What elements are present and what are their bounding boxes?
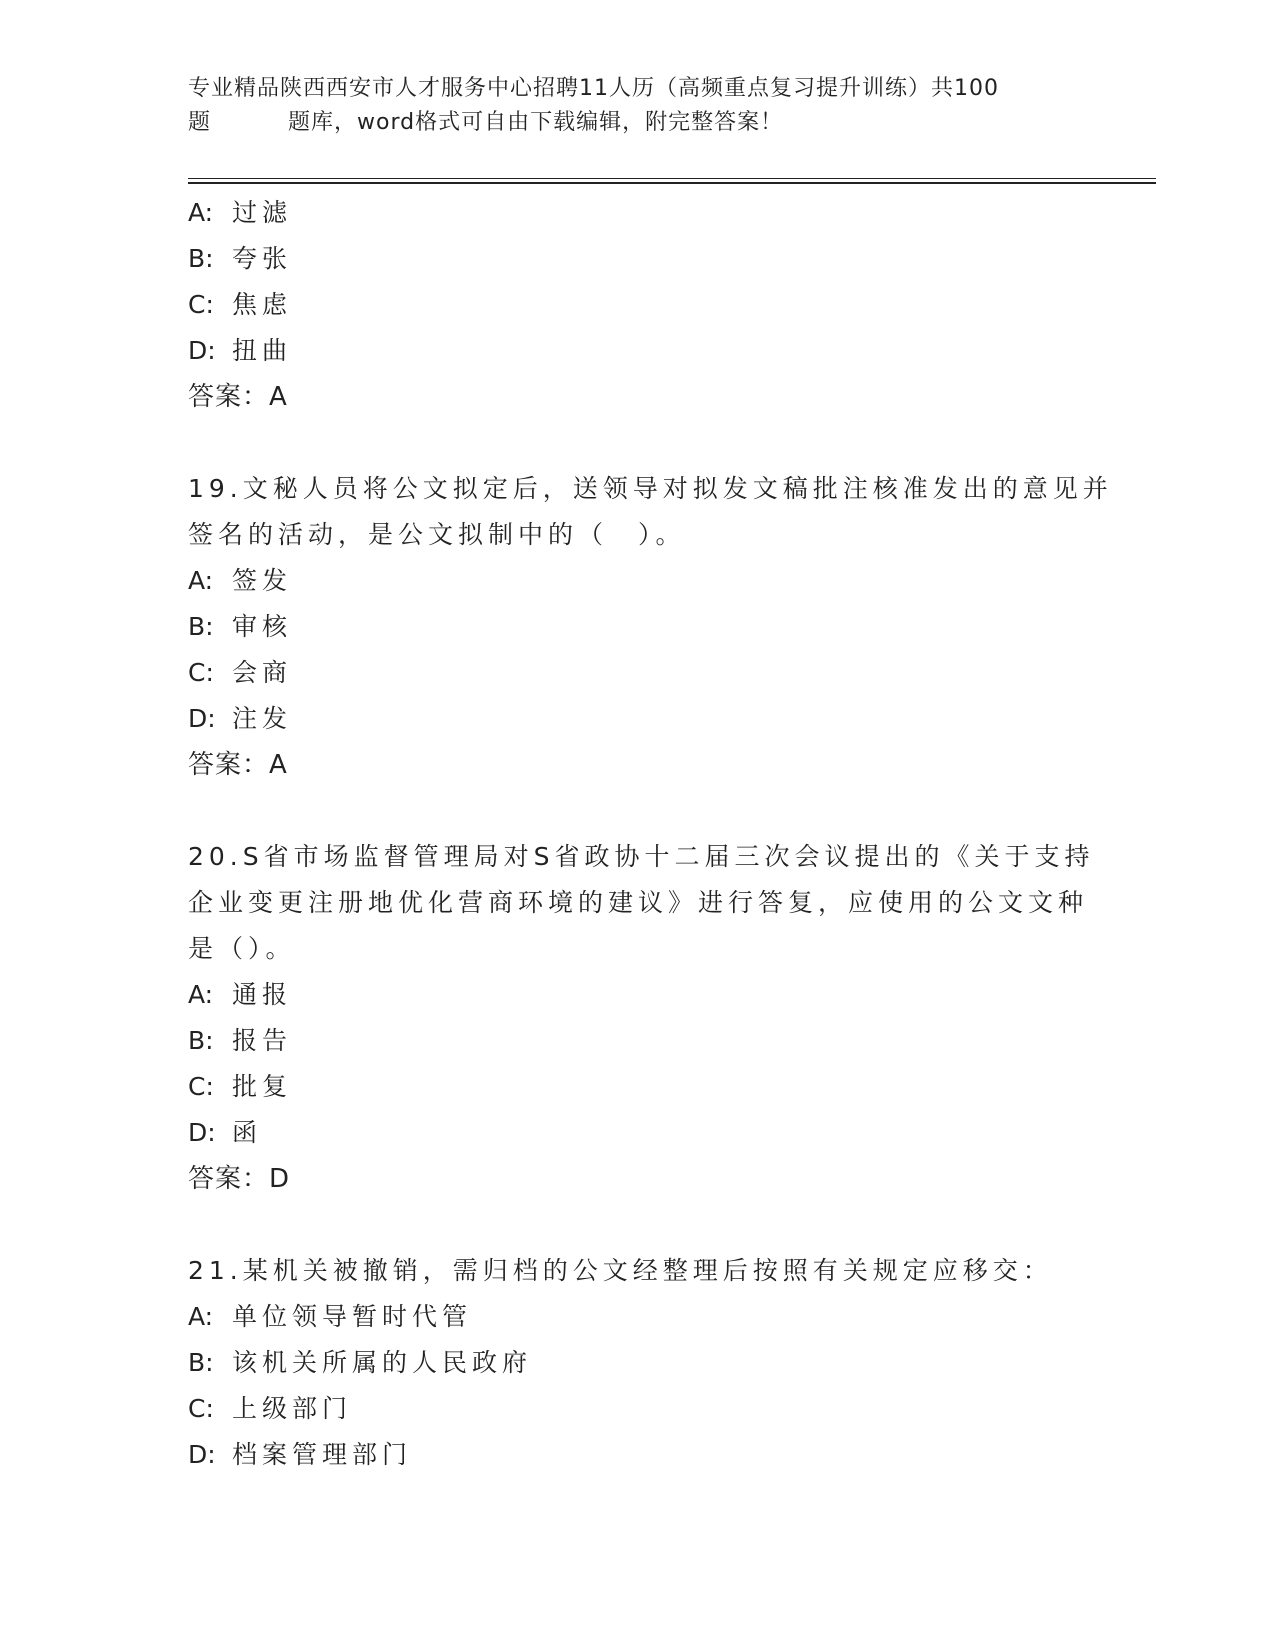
option-key: A: xyxy=(188,1302,214,1331)
answer-line: 答案：A xyxy=(188,382,288,412)
option-c xyxy=(188,282,1088,328)
option-a xyxy=(188,972,1088,1018)
spacer xyxy=(188,1202,1088,1248)
option-text: 审核 xyxy=(232,612,293,641)
option-text: 档案管理部门 xyxy=(232,1440,413,1469)
option-a xyxy=(188,1294,1088,1340)
option-text: 扭曲 xyxy=(232,336,293,365)
answer-line: 答案：D xyxy=(188,1164,291,1194)
option-key: D: xyxy=(188,704,216,733)
question-text-line: 20.S省市场监督管理局对S省政协十二届三次会议提出的《关于支持 xyxy=(188,842,1095,871)
header-rule-thick xyxy=(188,182,1156,184)
option-text: 会商 xyxy=(232,658,293,687)
option-d xyxy=(188,328,1088,374)
option-key: A: xyxy=(188,198,214,227)
spacer xyxy=(188,788,1088,834)
question-21-block xyxy=(188,1248,1088,1478)
option-d xyxy=(188,696,1088,742)
option-d xyxy=(188,1110,1088,1156)
option-a xyxy=(188,558,1088,604)
option-b xyxy=(188,604,1088,650)
option-c xyxy=(188,1064,1088,1110)
document-header xyxy=(188,72,1078,140)
option-key: C: xyxy=(188,290,214,319)
spacer xyxy=(188,420,1088,466)
option-key: C: xyxy=(188,1072,214,1101)
question-content xyxy=(188,190,1113,1478)
option-key: D: xyxy=(188,1118,216,1147)
option-b xyxy=(188,236,1088,282)
question-19-block xyxy=(188,466,1113,788)
header-rule-thin xyxy=(188,178,1156,179)
question-text-line: 是（）。 xyxy=(188,934,296,963)
question-18-block xyxy=(188,190,1088,420)
option-text: 报告 xyxy=(232,1026,293,1055)
option-text: 焦虑 xyxy=(232,290,293,319)
option-b xyxy=(188,1340,1088,1386)
option-key: B: xyxy=(188,1348,214,1377)
option-text: 注发 xyxy=(232,704,293,733)
question-text-line: 21.某机关被撤销，需归档的公文经整理后按照有关规定应移交： xyxy=(188,1256,1053,1285)
option-text: 函 xyxy=(232,1118,263,1147)
question-text-line: 签名的活动，是公文拟制中的（ ）。 xyxy=(188,520,686,549)
option-key: C: xyxy=(188,1394,214,1423)
option-text: 通报 xyxy=(232,980,293,1009)
option-key: C: xyxy=(188,658,214,687)
option-text: 夸张 xyxy=(232,244,293,273)
option-key: D: xyxy=(188,1440,216,1469)
header-line-2-right: 题库，word格式可自由下载编辑，附完整答案！ xyxy=(288,110,784,135)
question-text-line: 企业变更注册地优化营商环境的建议》进行答复，应使用的公文文种 xyxy=(188,888,1089,917)
option-text: 签发 xyxy=(232,566,293,595)
question-20-block xyxy=(188,834,1095,1202)
question-text-line: 19.文秘人员将公文拟定后，送领导对拟发文稿批注核准发出的意见并 xyxy=(188,474,1113,503)
option-d xyxy=(188,1432,1088,1478)
option-key: D: xyxy=(188,336,216,365)
option-a xyxy=(188,190,1088,236)
option-text: 该机关所属的人民政府 xyxy=(232,1348,533,1377)
option-key: A: xyxy=(188,566,214,595)
option-key: A: xyxy=(188,980,214,1009)
option-text: 过滤 xyxy=(232,198,293,227)
option-c xyxy=(188,1386,1088,1432)
option-text: 上级部门 xyxy=(232,1394,353,1423)
option-text: 批复 xyxy=(232,1072,293,1101)
option-text: 单位领导暂时代管 xyxy=(232,1302,473,1331)
option-key: B: xyxy=(188,244,214,273)
option-b xyxy=(188,1018,1088,1064)
option-key: B: xyxy=(188,612,214,641)
header-line-1: 专业精品陕西西安市人才服务中心招聘11人历（高频重点复习提升训练）共100 xyxy=(188,76,999,101)
answer-line: 答案：A xyxy=(188,750,288,780)
option-c xyxy=(188,650,1088,696)
header-line-2-left: 题 xyxy=(188,110,212,135)
header-line-2 xyxy=(188,106,1078,140)
option-key: B: xyxy=(188,1026,214,1055)
